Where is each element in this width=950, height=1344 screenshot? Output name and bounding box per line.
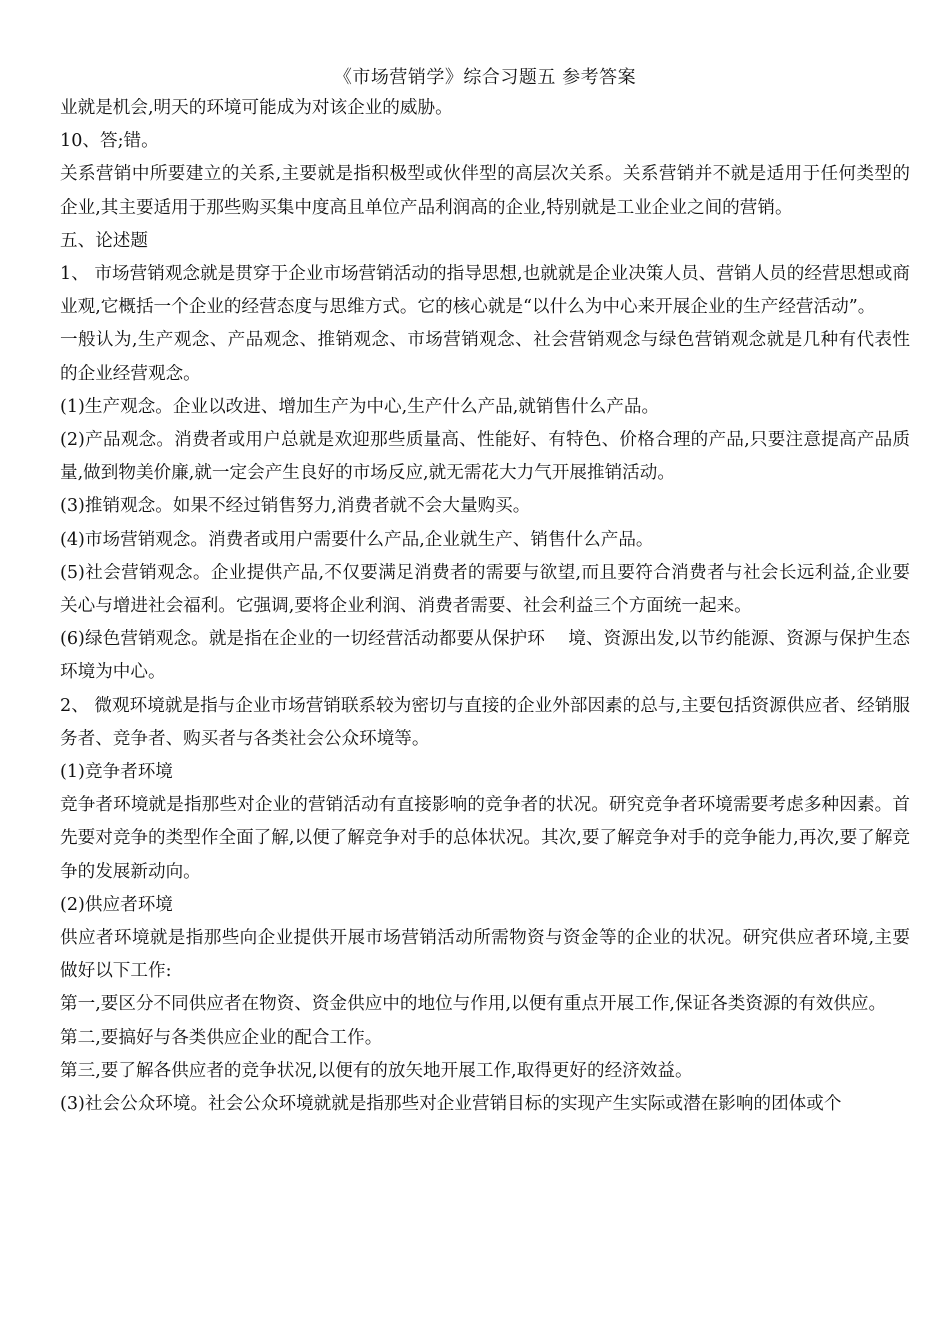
paragraph: 第三,要了解各供应者的竞争状况,以便有的放矢地开展工作,取得更好的经济效益。 bbox=[60, 1060, 693, 1081]
subheading: (2)供应者环境 bbox=[60, 894, 173, 915]
paragraph: 竞争者环境就是指那些对企业的营销活动有直接影响的竞争者的状况。研究竞争者环境需要考虑多种因素。首先要对竞争的类型作全面了解,以便了解竞争对手的总体状况。其次,要了解竞争对手的竞争能力,再次,要了解竞争的发展新动向。 bbox=[60, 795, 910, 882]
document-title: 《市场营销学》综合习题五 参考答案 bbox=[333, 67, 637, 88]
paragraph: 第二,要搞好与各类供应企业的配合工作。 bbox=[60, 1027, 383, 1048]
section-heading: 五、论述题 bbox=[60, 230, 148, 251]
paragraph: (5)社会营销观念。企业提供产品,不仅要满足消费者的需要与欲望,而且要符合消费者与社会长远利益,企业要关心与增进社会福利。它强调,要将企业利润、消费者需要、社会利益三个方面统一起来。 bbox=[60, 562, 910, 617]
paragraph: 第一,要区分不同供应者在物资、资金供应中的地位与作用,以便有重点开展工作,保证各类资源的有效供应。 bbox=[60, 994, 887, 1015]
paragraph: (4)市场营销观念。消费者或用户需要什么产品,企业就生产、销售什么产品。 bbox=[60, 529, 654, 550]
document-page bbox=[60, 64, 910, 1121]
paragraph: 2、 微观环境就是指与企业市场营销联系较为密切与直接的企业外部因素的总与,主要包括资源供应者、经销服务者、竞争者、购买者与各类社会公众环境等。 bbox=[60, 695, 910, 749]
subheading: (1)竞争者环境 bbox=[60, 762, 173, 783]
paragraph: 业就是机会,明天的环境可能成为对该企业的威胁。 bbox=[60, 98, 453, 118]
paragraph: (3)社会公众环境。社会公众环境就就是指那些对企业营销目标的实现产生实际或潜在影响的团体或个 bbox=[60, 1094, 842, 1115]
paragraph: 1、 市场营销观念就是贯穿于企业市场营销活动的指导思想,也就就是企业决策人员、营销人员的经营思想或商业观,它概括一个企业的经营态度与思维方式。它的核心就是“以什么为中心来开展企业的生产经营活动”。 bbox=[60, 264, 910, 318]
paragraph: 10、答;错。 bbox=[60, 131, 159, 152]
paragraph: (6)绿色营销观念。就是指在企业的一切经营活动都要从保护环 境、资源出发,以节约能源、资源与保护生态环境为中心。 bbox=[60, 629, 910, 683]
paragraph: (1)生产观念。企业以改进、增加生产为中心,生产什么产品,就销售什么产品。 bbox=[60, 396, 660, 417]
paragraph: 一般认为,生产观念、产品观念、推销观念、市场营销观念、社会营销观念与绿色营销观念就是几种有代表性的企业经营观念。 bbox=[60, 330, 910, 384]
paragraph: 供应者环境就是指那些向企业提供开展市场营销活动所需物资与资金等的企业的状况。研究供应者环境,主要做好以下工作: bbox=[60, 928, 910, 982]
paragraph: 关系营销中所要建立的关系,主要就是指积极型或伙伴型的高层次关系。关系营销并不就是适用于任何类型的企业,其主要适用于那些购买集中度高且单位产品利润高的企业,特别就是工业企业之间的营销。 bbox=[60, 164, 910, 218]
paragraph: (3)推销观念。如果不经过销售努力,消费者就不会大量购买。 bbox=[60, 496, 531, 517]
paragraph: (2)产品观念。消费者或用户总就是欢迎那些质量高、性能好、有特色、价格合理的产品,只要注意提高产品质量,做到物美价廉,就一定会产生良好的市场反应,就无需花大力气开展推销活动。 bbox=[60, 430, 910, 484]
